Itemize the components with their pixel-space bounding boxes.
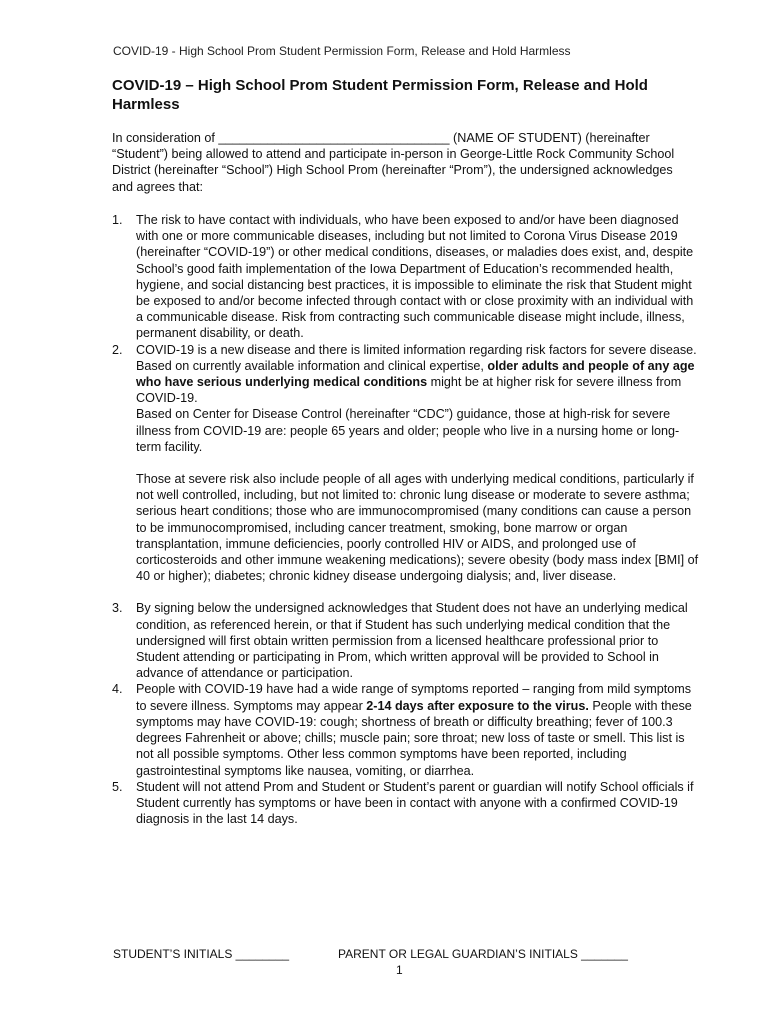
- list-item: [112, 681, 702, 778]
- item-bold-text: 2-14 days after exposure to the virus.: [366, 698, 589, 713]
- list-item: [112, 779, 702, 828]
- list-item: [112, 600, 702, 681]
- item-text: might be at higher risk for severe illness from COVID-19.: [136, 375, 682, 406]
- item-text: By signing below the undersigned acknowledges that Student does not have an underlying medical condition, as referenced herein, or that if Student has such underlying medical condition that the undersigned will first obtain written permission from a licensed healthcare professional prior to Student attending or participating in Prom, which written approval will be provided to School in advance of attendance or participation.: [136, 601, 688, 681]
- item-paragraph: [136, 342, 702, 407]
- intro-paragraph: In consideration of _________________________________ (NAME OF STUDENT) (hereinafter “Student”) being allowed to attend and participate in-person in George-Little Rock Community School District (hereinafter “School”) High School Prom (hereinafter “Prom”), the undersigned acknowledges and agrees that:: [112, 131, 675, 194]
- terms-list: [112, 212, 702, 827]
- paragraph-spacer: [136, 584, 702, 600]
- item-number: 1.: [112, 213, 123, 227]
- item-bold-text: older adults and people of any age who have serious underlying medical conditions: [136, 358, 695, 390]
- item-text: People with these symptoms may have COVID-19: cough; shortness of breath or difficulty breathing; fever of 100.3 degrees Fahrenheit or above; chills; muscle pain; sore throat; new loss of taste or smell. This list is not all possible symptoms. Other less common symptoms have been reported, including gastrointestinal symptoms like nausea, vomiting, or diarrhea.: [136, 698, 692, 778]
- list-item: [112, 342, 702, 601]
- severe-risk-paragraph: Those at severe risk also include people of all ages with underlying medical conditions, particularly if not well controlled, including, but not limited to: chronic lung disease or moderate to severe asthma; serious heart conditions; those who are immunocompromised (many conditions can cause a person to be immunocompromised, including cancer treatment, smoking, bone marrow or organ transplantation, immune deficiencies, poorly controlled HIV or AIDS, and prolonged use of corticosteroids and other immune weakening medications); severe obesity (body mass index [BMI] of 40 or higher); diabetes; chronic kidney disease undergoing dialysis; and, liver disease.: [136, 472, 699, 584]
- item-text: Student will not attend Prom and Student or Student’s parent or guardian will notify School officials if Student currently has symptoms or have been in contact with anyone with a confirmed COVID-19 diagnosis in the last 14 days.: [136, 779, 694, 827]
- parent-initials-field[interactable]: PARENT OR LEGAL GUARDIAN’S INITIALS _______: [338, 947, 628, 961]
- item-number: 2.: [112, 342, 123, 357]
- cdc-guidance-paragraph: Based on Center for Disease Control (hereinafter “CDC”) guidance, those at high-risk for severe illness from COVID-19 are: people 65 years and older; people who live in a nursing home or long-term facility.: [136, 407, 680, 454]
- document-title: COVID-19 – High School Prom Student Permission Form, Release and Hold Harmless: [112, 77, 648, 113]
- running-header: COVID-19 - High School Prom Student Permission Form, Release and Hold Harmless: [113, 44, 571, 58]
- student-initials-field[interactable]: STUDENT’S INITIALS ________: [113, 947, 290, 961]
- item-number: 3.: [112, 601, 123, 616]
- item-text: The risk to have contact with individuals, who have been exposed to and/or have been diagnosed with one or more communicable diseases, including but not limited to Corona Virus Disease 2019 (hereinafter “COVID-19”) or other medical conditions, diseases, or maladies does exist, and, despite School’s good faith implementation of the Iowa Department of Education’s recommended health, hygiene, and social distancing best practices, it is impossible to eliminate the risk that Student might be exposed to and/or become infected through contact with or close proximity with an individual with a communicable disease. Risk from contracting such communicable disease might include, illness, permanent disability, or death.: [136, 213, 694, 341]
- item-text: People with COVID-19 have had a wide range of symptoms reported – ranging from mild symptoms to severe illness. Symptoms may appear: [136, 682, 692, 713]
- item-number: 5.: [112, 779, 123, 794]
- item-text: COVID-19 is a new disease and there is limited information regarding risk factors for severe disease. Based on currently available information and clinical expertise,: [136, 342, 697, 373]
- page-number: 1: [396, 963, 403, 977]
- list-item: [112, 212, 702, 342]
- paragraph-spacer: [136, 455, 702, 471]
- item-number: 4.: [112, 682, 123, 697]
